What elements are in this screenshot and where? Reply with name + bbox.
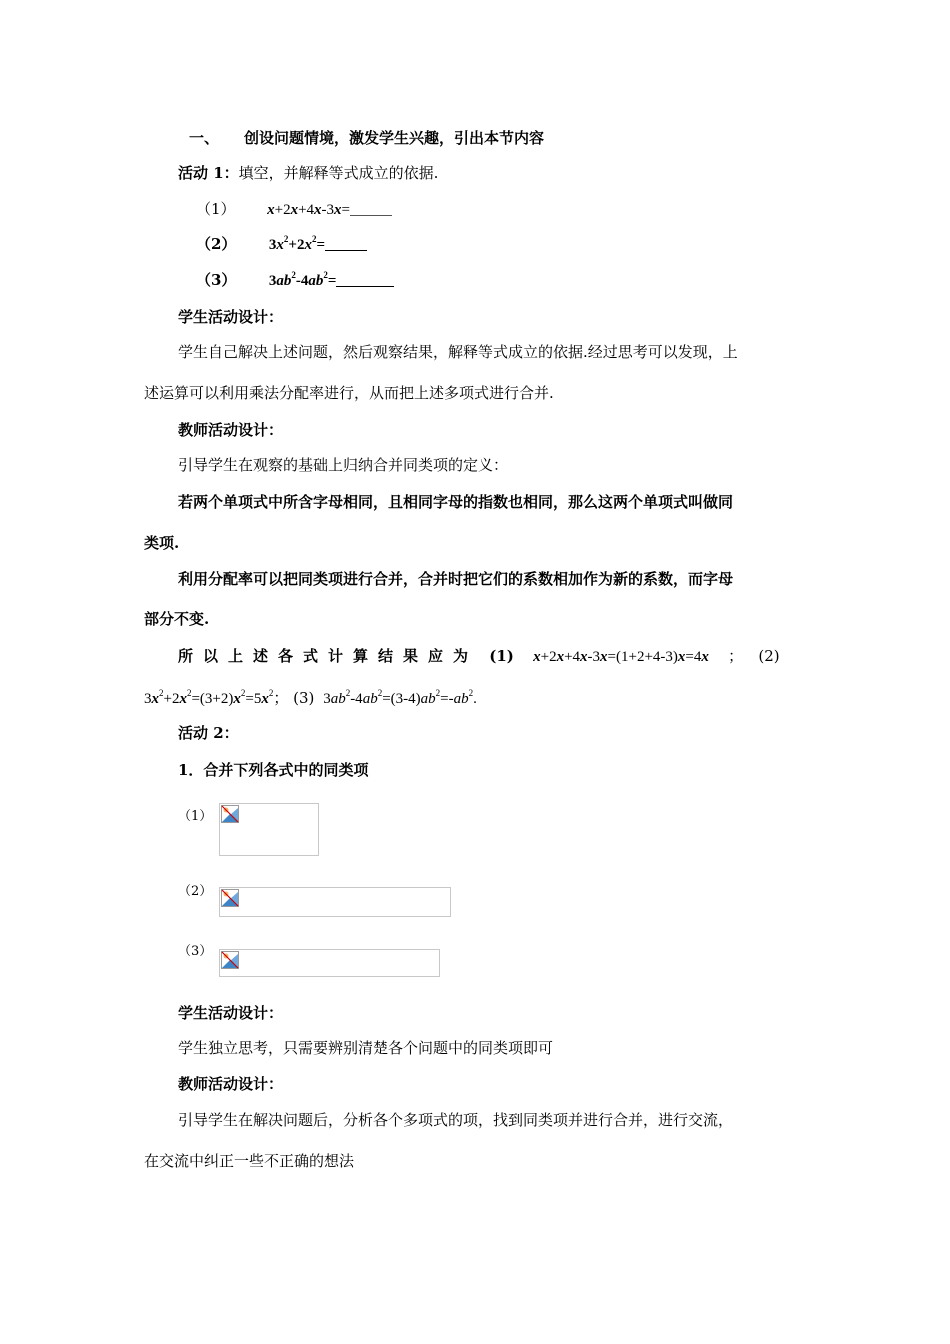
activity1-line bbox=[178, 163, 438, 183]
activity2-task: 1．合并下列各式中的同类项 bbox=[178, 761, 369, 779]
item-number: （2） bbox=[196, 235, 237, 253]
results-lead-char: 算 bbox=[353, 647, 378, 665]
answer-blank[interactable] bbox=[350, 201, 392, 216]
results-lead-char: 述 bbox=[253, 647, 278, 665]
results-r3-num: (3) bbox=[293, 689, 315, 707]
activity2-item-num-3: （3） bbox=[178, 944, 213, 959]
results-lead-char: 上 bbox=[228, 647, 253, 665]
activity1-label: 活动 1： bbox=[178, 164, 239, 182]
section-heading: 创设问题情境，激发学生兴趣，引出本节内容 bbox=[244, 129, 545, 147]
teacher-design-label-1: 教师活动设计： bbox=[178, 421, 284, 439]
definition-line-2: 类项. bbox=[144, 534, 180, 552]
student-design-para-1a: 学生自己解决上述问题，然后观察结果，解释等式成立的依据.经过思考可以发现，上 bbox=[178, 343, 738, 361]
results-lead-char: 所 bbox=[178, 647, 203, 665]
activity1-item-2 bbox=[196, 234, 367, 255]
activity2-item-num-2: （2） bbox=[178, 884, 213, 899]
student-design-text-2: 学生独立思考，只需要辨别清楚各个问题中的同类项即可 bbox=[178, 1039, 554, 1057]
results-lead-char: 应 bbox=[428, 647, 453, 665]
results-r1-num: (1) bbox=[489, 647, 514, 665]
results-r2-num: (2) bbox=[758, 647, 780, 665]
image-placeholder-1 bbox=[219, 803, 319, 856]
activity2-label: 活动 2： bbox=[178, 724, 239, 742]
results-sep-2: ； bbox=[273, 689, 289, 707]
teacher-design-para-2b: 在交流中纠正一些不正确的想法 bbox=[144, 1152, 355, 1170]
answer-blank[interactable] bbox=[325, 236, 367, 251]
image-placeholder-2 bbox=[219, 887, 451, 917]
results-lead-char: 为 bbox=[453, 647, 478, 665]
item-number: （3） bbox=[196, 271, 237, 289]
item-number: （1） bbox=[196, 200, 236, 218]
results-r3-expr: $3ab^2-4ab^2=(3-4)ab^2=-ab^2$. bbox=[323, 688, 477, 707]
activity1-item-1 bbox=[196, 199, 392, 220]
results-line-2 bbox=[144, 688, 477, 709]
results-lead-char: 以 bbox=[203, 647, 228, 665]
teacher-design-para-2a: 引导学生在解决问题后，分析各个多项式的项，找到同类项并进行合并，进行交流， bbox=[178, 1111, 734, 1129]
image-placeholder-3 bbox=[219, 949, 440, 977]
definition-line-1: 若两个单项式中所含字母相同，且相同字母的指数也相同，那么这两个单项式叫做同 bbox=[178, 493, 734, 511]
item-expression: x+2x+4x-3x= bbox=[267, 202, 351, 218]
broken-image-icon bbox=[221, 951, 239, 969]
student-design-label-1: 学生活动设计： bbox=[178, 308, 284, 326]
student-design-para-1b: 述运算可以利用乘法分配率进行，从而把上述多项式进行合并. bbox=[144, 384, 554, 402]
section-number: 一、 bbox=[189, 129, 220, 147]
activity1-text: 填空，并解释等式成立的依据. bbox=[238, 164, 439, 182]
teacher-design-intro: 引导学生在观察的基础上归纳合并同类项的定义： bbox=[178, 456, 509, 474]
results-sep-1: ； bbox=[728, 647, 744, 665]
answer-blank[interactable] bbox=[336, 272, 394, 287]
results-lead-char: 果 bbox=[403, 647, 428, 665]
results-lead-char: 计 bbox=[328, 647, 353, 665]
results-lead-char: 式 bbox=[303, 647, 328, 665]
broken-image-icon bbox=[221, 889, 239, 907]
item-expression: $3ab^2-4ab^2=$ bbox=[268, 270, 337, 289]
activity1-item-3 bbox=[196, 270, 394, 291]
teacher-design-label-2: 教师活动设计： bbox=[178, 1075, 284, 1093]
results-lead-char: 结 bbox=[378, 647, 403, 665]
broken-image-icon bbox=[221, 805, 239, 823]
activity2-item-num-1: （1） bbox=[178, 809, 213, 824]
item-expression: $3x^2+2x^2=$ bbox=[268, 234, 326, 253]
rule-line-1: 利用分配率可以把同类项进行合并，合并时把它们的系数相加作为新的系数，而字母 bbox=[178, 570, 734, 588]
rule-line-2: 部分不变. bbox=[144, 610, 210, 628]
results-r1-expr: x+2x+4x-3x=(1+2+4-3)x=4x bbox=[533, 649, 709, 665]
results-lead-char: 各 bbox=[278, 647, 303, 665]
results-lead bbox=[178, 646, 478, 666]
results-r2-expr: $3x^2+2x^2=(3+2)x^2=5x^2$ bbox=[144, 688, 274, 707]
student-design-label-2: 学生活动设计： bbox=[178, 1004, 284, 1022]
results-line-1 bbox=[178, 646, 818, 667]
